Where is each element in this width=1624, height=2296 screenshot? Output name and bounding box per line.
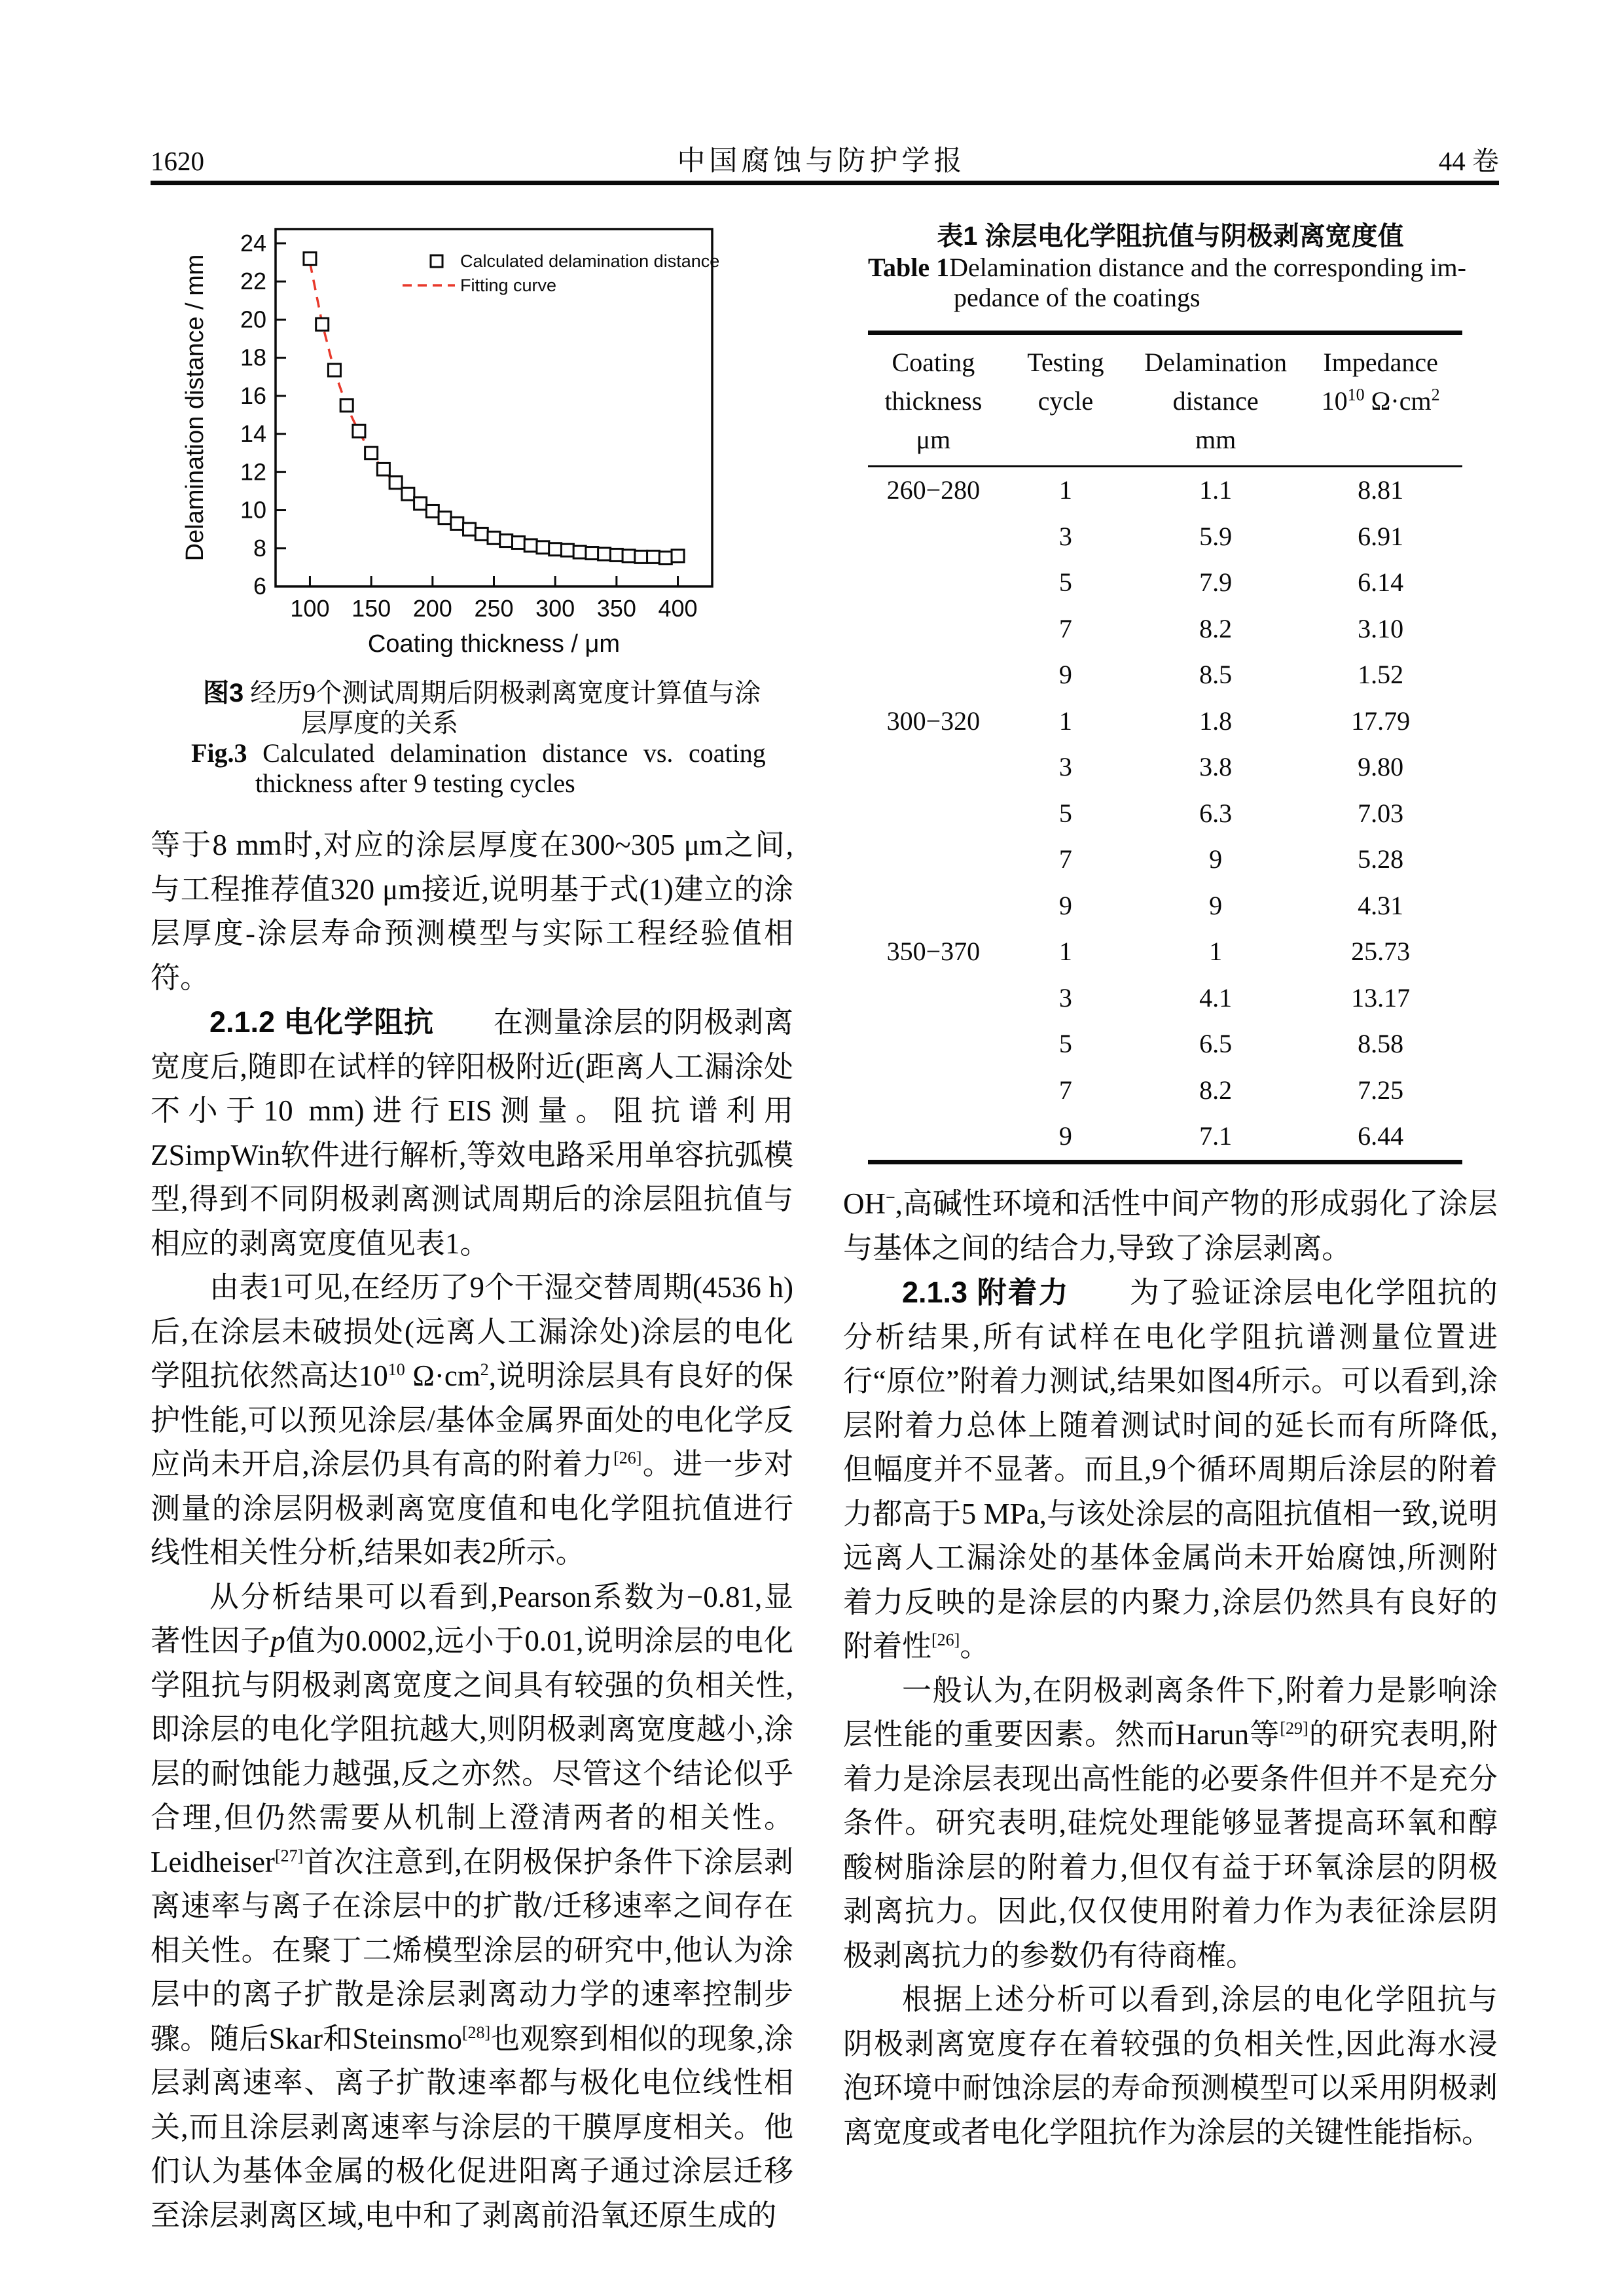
table-cell: 300−320 xyxy=(886,706,981,736)
table-cell: 7.25 xyxy=(1358,1075,1404,1105)
table-cell: 4.1 xyxy=(1199,982,1233,1013)
data-point-marker xyxy=(524,539,537,552)
volume-label: 44 卷 xyxy=(1438,146,1499,176)
table1-top-rule xyxy=(868,331,1462,335)
superscript: 10 xyxy=(1347,385,1365,404)
table-cell: 7.03 xyxy=(1358,798,1404,828)
text-run: Table 1 xyxy=(868,253,950,282)
data-point-marker xyxy=(463,523,476,535)
x-tick-label: 150 xyxy=(352,595,391,622)
table-row xyxy=(868,606,1462,653)
data-point-marker xyxy=(304,253,316,265)
data-point-marker xyxy=(439,512,451,524)
table-row xyxy=(868,975,1462,1022)
text-run: Delamination distance and the corresponding im- xyxy=(949,253,1466,282)
fitting-curve xyxy=(310,262,678,558)
data-point-marker xyxy=(549,543,562,556)
table-cell: 3.8 xyxy=(1199,752,1233,781)
y-tick-label: 14 xyxy=(240,420,266,448)
table-cell: 3.10 xyxy=(1358,613,1404,643)
superscript: [28] xyxy=(461,2022,491,2042)
table-header-cell xyxy=(868,343,999,459)
table-header-line xyxy=(868,382,999,420)
table-header-cell xyxy=(1299,343,1462,459)
y-tick-label: 10 xyxy=(240,496,266,524)
text-run: 等于8 mm时,对应的涂层厚度在300~305 μm之间,与工程推荐值320 μm接近,说明基于式(1)建立的涂层厚度-涂层寿命预测模型与实际工程经验值相符。 xyxy=(151,829,793,994)
text-run: 在测量涂层的阴极剥离宽度后,随即在试样的锌阳极附近(距离人工漏涂处不小于10 mm)进行EIS测量。阻抗谱利用ZSimpWin软件进行解析,等效电路采用单容抗弧模型,得到不同阴极剥离测试周期后的涂层阻抗值与相应的剥离宽度值见表1。 xyxy=(151,1006,793,1260)
text-run: 由表1可见,在经历了9个干湿交替周期(4536 h)后,在涂层未破损处(远离人工漏涂处)涂层的电化学阻抗依然高达10 xyxy=(151,1271,793,1392)
table-row xyxy=(868,1113,1462,1160)
table-cell: 6.14 xyxy=(1358,567,1404,597)
x-tick-label: 100 xyxy=(290,595,330,622)
table-cell: 1 xyxy=(1058,475,1072,505)
superscript: − xyxy=(886,1188,895,1207)
text-run: Coating xyxy=(892,348,975,377)
data-point-marker xyxy=(389,476,402,489)
text-run: μm xyxy=(916,425,951,454)
text-run: Calculated delamination distance vs. coating xyxy=(247,738,766,768)
paragraph xyxy=(151,1266,793,1575)
text-run: Fig.3 xyxy=(191,738,247,768)
text-run: 经历9个测试周期后阴极剥离宽度计算值与涂 xyxy=(244,678,761,708)
table-cell: 3 xyxy=(1058,982,1072,1013)
text-run: distance xyxy=(1172,386,1259,416)
text-run: 层厚度的关系 xyxy=(301,708,458,738)
data-point-marker xyxy=(451,517,463,529)
table-cell: 7 xyxy=(1058,844,1072,874)
journal-title: 中国腐蚀与防护学报 xyxy=(677,146,966,177)
table-cell: 5 xyxy=(1058,1029,1072,1058)
text-run: 表1 xyxy=(937,222,978,251)
table-row xyxy=(868,883,1462,929)
table-cell: 7 xyxy=(1058,1075,1072,1105)
text-run: 图3 xyxy=(203,679,244,708)
table-cell: 3 xyxy=(1058,521,1072,551)
table-row xyxy=(868,467,1462,514)
table-cell: 7.9 xyxy=(1199,567,1233,597)
data-point-marker xyxy=(340,399,353,412)
header-rule xyxy=(151,181,1499,185)
table-cell: 350−370 xyxy=(886,937,981,966)
text-run: 的研究表明,附着力是涂层表现出高性能的必要条件但并不是充分条件。研究表明,硅烷处理能够显著提高环氧和醇酸树脂涂层的附着力,但仅有益于环氧涂层的阴极剥离抗力。因此,仅仅使用附着力作为表征涂层阴极剥离抗力的参数仍有待商榷。 xyxy=(843,1718,1498,1972)
data-point-marker xyxy=(328,364,340,376)
table-cell: 4.31 xyxy=(1358,890,1404,920)
text-run: Ω·cm xyxy=(405,1359,480,1392)
y-tick-label: 24 xyxy=(240,229,266,257)
text-run: thickness after 9 testing cycles xyxy=(255,768,575,798)
table-cell: 6.3 xyxy=(1199,798,1233,828)
table-cell: 9 xyxy=(1209,844,1223,874)
figure3-caption-en-line2 xyxy=(151,768,793,798)
y-tick-label: 18 xyxy=(240,344,266,371)
text-run: Delamination xyxy=(1144,348,1288,377)
text-run: Ω·cm xyxy=(1364,386,1432,416)
x-tick-label: 350 xyxy=(596,595,636,622)
text-run: 首次注意到,在阴极保护条件下涂层剥离速率与离子在涂层中的扩散/迁移速率之间存在相关性。在聚丁二烯模型涂层的研究中,他认为涂层中的离子扩散是涂层剥离动力学的速率控制步骤。随后Skar和Steinsmo xyxy=(151,1845,793,2055)
table-cell: 1 xyxy=(1058,937,1072,966)
left-column-body xyxy=(151,823,793,2238)
data-point-marker xyxy=(537,541,549,554)
table-row xyxy=(868,791,1462,837)
x-axis-title: Coating thickness / μm xyxy=(367,630,621,658)
data-point-marker xyxy=(414,497,427,510)
paragraph xyxy=(151,1000,793,1266)
data-point-marker xyxy=(598,548,611,560)
text-run: ,高碱性环境和活性中间产物的形成弱化了涂层与基体之间的结合力,导致了涂层剥离。 xyxy=(843,1187,1498,1265)
table-cell: 8.5 xyxy=(1199,660,1233,689)
table-row xyxy=(868,652,1462,698)
data-point-marker xyxy=(500,535,513,547)
table-cell: 7 xyxy=(1058,613,1072,643)
table-cell: 9 xyxy=(1058,890,1072,920)
table-cell: 7.1 xyxy=(1199,1121,1233,1151)
text-run: 2.1.2 电化学阻抗 xyxy=(209,1005,434,1039)
text-run: Testing xyxy=(1027,348,1104,377)
superscript: [27] xyxy=(274,1846,304,1865)
table-cell: 1.8 xyxy=(1199,706,1233,736)
text-run: 2.1.3 附着力 xyxy=(902,1276,1070,1309)
text-run: OH xyxy=(843,1187,886,1220)
paragraph xyxy=(151,823,793,1000)
y-tick-label: 6 xyxy=(253,573,266,600)
table-header-line xyxy=(1299,343,1462,382)
x-tick-label: 300 xyxy=(535,595,575,622)
table-row xyxy=(868,514,1462,560)
table-header-line xyxy=(1132,343,1299,382)
text-run: 10 xyxy=(1321,386,1348,416)
table1-bottom-rule xyxy=(868,1160,1462,1164)
data-point-marker xyxy=(586,547,598,560)
table-cell: 3 xyxy=(1058,752,1072,781)
table1-caption-en-line2 xyxy=(868,283,1498,313)
text-run: 涂层电化学阻抗值与阴极剥离宽度值 xyxy=(977,222,1404,251)
table-cell: 6.5 xyxy=(1199,1029,1233,1058)
text-run: 。进一步对测量的涂层阴极剥离宽度值和电化学阻抗值进行线性相关性分析,结果如表2所示。 xyxy=(151,1448,793,1569)
table-cell: 260−280 xyxy=(886,475,981,505)
table1-body xyxy=(868,467,1462,1160)
table-cell: 9 xyxy=(1209,890,1223,920)
table-cell: 5 xyxy=(1058,798,1072,828)
y-tick-label: 22 xyxy=(240,268,266,295)
data-point-marker xyxy=(672,550,684,562)
table-header-line xyxy=(999,382,1132,420)
table-cell: 17.79 xyxy=(1351,706,1411,736)
text-run: cycle xyxy=(1038,386,1094,416)
table-row xyxy=(868,698,1462,745)
legend-label-fit: Fitting curve xyxy=(460,276,557,295)
table-header-line xyxy=(868,343,999,382)
superscript: [29] xyxy=(1280,1719,1308,1738)
data-point-marker xyxy=(365,447,378,459)
paragraph xyxy=(843,1182,1498,1270)
table1-caption-en-line1 xyxy=(868,253,1466,283)
data-point-marker xyxy=(573,546,586,558)
table-cell: 25.73 xyxy=(1351,937,1411,966)
text-run: mm xyxy=(1195,425,1236,454)
table-cell: 8.2 xyxy=(1199,613,1233,643)
data-point-marker xyxy=(610,548,623,561)
table-row xyxy=(868,560,1462,606)
table-cell: 5.28 xyxy=(1358,844,1404,874)
table1-header-row xyxy=(868,335,1462,465)
text-run: 值为0.0002,远小于0.01,说明涂层的电化学阻抗与阴极剥离宽度之间具有较强的负相关性,即涂层的电化学阻抗越大,则阴极剥离宽度越小,涂层的耐蚀能力越强,反之亦然。尽管这个结论似乎合理,但仍然需要从机制上澄清两者的相关性。Leidheiser xyxy=(151,1624,793,1878)
table-row xyxy=(868,1021,1462,1067)
data-point-marker xyxy=(623,550,635,562)
table-header-line xyxy=(1132,382,1299,420)
page-running-head xyxy=(151,139,1499,179)
table-cell: 8.81 xyxy=(1358,475,1404,505)
figure3-caption xyxy=(151,678,793,798)
paragraph xyxy=(151,1575,793,2238)
x-tick-label: 200 xyxy=(412,595,452,622)
table-cell: 1.52 xyxy=(1358,660,1404,689)
table-row xyxy=(868,744,1462,791)
table-cell: 6.44 xyxy=(1358,1121,1404,1151)
table-cell: 9.80 xyxy=(1358,752,1404,781)
data-point-marker xyxy=(475,528,488,540)
text-run: ,说明涂层具有良好的保护性能,可以预见涂层/基体金属界面处的电化学反应尚未开启,涂层仍具有高的附着力 xyxy=(151,1359,793,1480)
figure3-caption-zh-line2 xyxy=(151,708,793,738)
text-run: 一般认为,在阴极剥离条件下,附着力是影响涂层性能的重要因素。然而Harun等 xyxy=(843,1674,1498,1751)
text-run: p xyxy=(270,1624,285,1657)
table-cell: 1 xyxy=(1058,706,1072,736)
y-tick-label: 20 xyxy=(240,306,266,333)
x-tick-label: 250 xyxy=(474,595,514,622)
text-run: pedance of the coatings xyxy=(954,283,1200,312)
table-header-cell xyxy=(999,343,1132,459)
table-row xyxy=(868,1067,1462,1114)
table-header-cell xyxy=(1132,343,1299,459)
figure3-chart xyxy=(151,216,793,675)
table-header-line xyxy=(868,420,999,459)
y-tick-label: 16 xyxy=(240,382,266,409)
table-header-line xyxy=(1299,420,1462,459)
page-number: 1620 xyxy=(151,146,204,176)
data-point-marker xyxy=(353,425,365,437)
table-cell: 1.1 xyxy=(1199,475,1233,505)
table-header-line xyxy=(999,343,1132,382)
data-point-marker xyxy=(659,552,672,564)
table1 xyxy=(843,216,1498,1164)
table-cell: 5 xyxy=(1058,567,1072,597)
text-run: 根据上述分析可以看到,涂层的电化学阻抗与阴极剥离宽度存在着较强的负相关性,因此海水浸泡环境中耐蚀涂层的寿命预测模型可以采用阴极剥离宽度或者电化学阻抗作为涂层的关键性能指标。 xyxy=(843,1983,1498,2149)
y-tick-label: 8 xyxy=(253,534,266,562)
data-point-marker xyxy=(426,505,439,517)
data-point-marker xyxy=(377,463,389,475)
legend-marker-square xyxy=(431,255,442,267)
data-point-marker xyxy=(316,318,329,331)
y-axis-title: Delamination distance / mm xyxy=(181,254,209,562)
table-row xyxy=(868,836,1462,883)
table-cell: 8.2 xyxy=(1199,1075,1233,1105)
y-tick-label: 12 xyxy=(240,458,266,486)
data-point-marker xyxy=(561,544,573,556)
table-cell: 5.9 xyxy=(1199,521,1233,551)
text-run: 从分析结果可以看到,Pearson系数为−0.81,显著性因子 xyxy=(151,1580,793,1657)
right-column-body xyxy=(843,1182,1498,2155)
table-cell: 6.91 xyxy=(1358,521,1404,551)
superscript: [26] xyxy=(613,1448,642,1467)
table-cell: 13.17 xyxy=(1351,982,1411,1013)
figure3-caption-en-line1 xyxy=(151,738,793,768)
table-header-line xyxy=(999,420,1132,459)
text-run: thickness xyxy=(884,386,983,416)
table-cell: 1 xyxy=(1209,937,1223,966)
paragraph xyxy=(843,1669,1498,1979)
paragraph xyxy=(843,1270,1498,1669)
x-tick-label: 400 xyxy=(658,595,698,622)
data-point-marker xyxy=(402,488,414,500)
superscript: 10 xyxy=(388,1360,405,1379)
table1-caption-zh xyxy=(843,221,1498,251)
table-cell: 9 xyxy=(1058,660,1072,689)
table-row xyxy=(868,929,1462,975)
superscript: 2 xyxy=(480,1360,489,1379)
superscript: 2 xyxy=(1431,385,1440,404)
data-point-marker xyxy=(488,531,500,544)
superscript: [26] xyxy=(931,1630,960,1649)
data-point-marker xyxy=(635,550,647,563)
text-run: Impedance xyxy=(1323,348,1438,377)
legend-label-scatter: Calculated delamination distance xyxy=(460,251,720,271)
table-header-line xyxy=(1299,382,1462,420)
data-point-marker xyxy=(647,550,660,563)
paragraph xyxy=(843,1978,1498,2155)
text-run: 也观察到相似的现象,涂层剥离速率、离子扩散速率都与极化电位线性相关,而且涂层剥离速率与涂层的干膜厚度相关。他们认为基体金属的极化促进阳离子通过涂层迁移至涂层剥离区域,电中和了剥离前沿氧还原生成的 xyxy=(151,2022,793,2232)
figure3-caption-zh-line1 xyxy=(151,678,793,708)
table-header-line xyxy=(1132,420,1299,459)
table-cell: 9 xyxy=(1058,1121,1072,1151)
table-cell: 8.58 xyxy=(1358,1029,1404,1058)
text-run: 。 xyxy=(960,1630,990,1662)
data-point-marker xyxy=(512,537,524,549)
text-run: 为了验证涂层电化学阻抗的分析结果,所有试样在电化学阻抗谱测量位置进行“原位”附着力测试,结果如图4所示。可以看到,涂层附着力总体上随着测试时间的延长而有所降低,但幅度并不显著。而且,9个循环周期后涂层的附着力都高于5 MPa,与该处涂层的高阻抗值相一致,说明远离人工漏涂处的基体金属尚未开始腐蚀,所测附着力反映的是涂层的内聚力,涂层仍然具有良好的附着性 xyxy=(843,1276,1498,1662)
